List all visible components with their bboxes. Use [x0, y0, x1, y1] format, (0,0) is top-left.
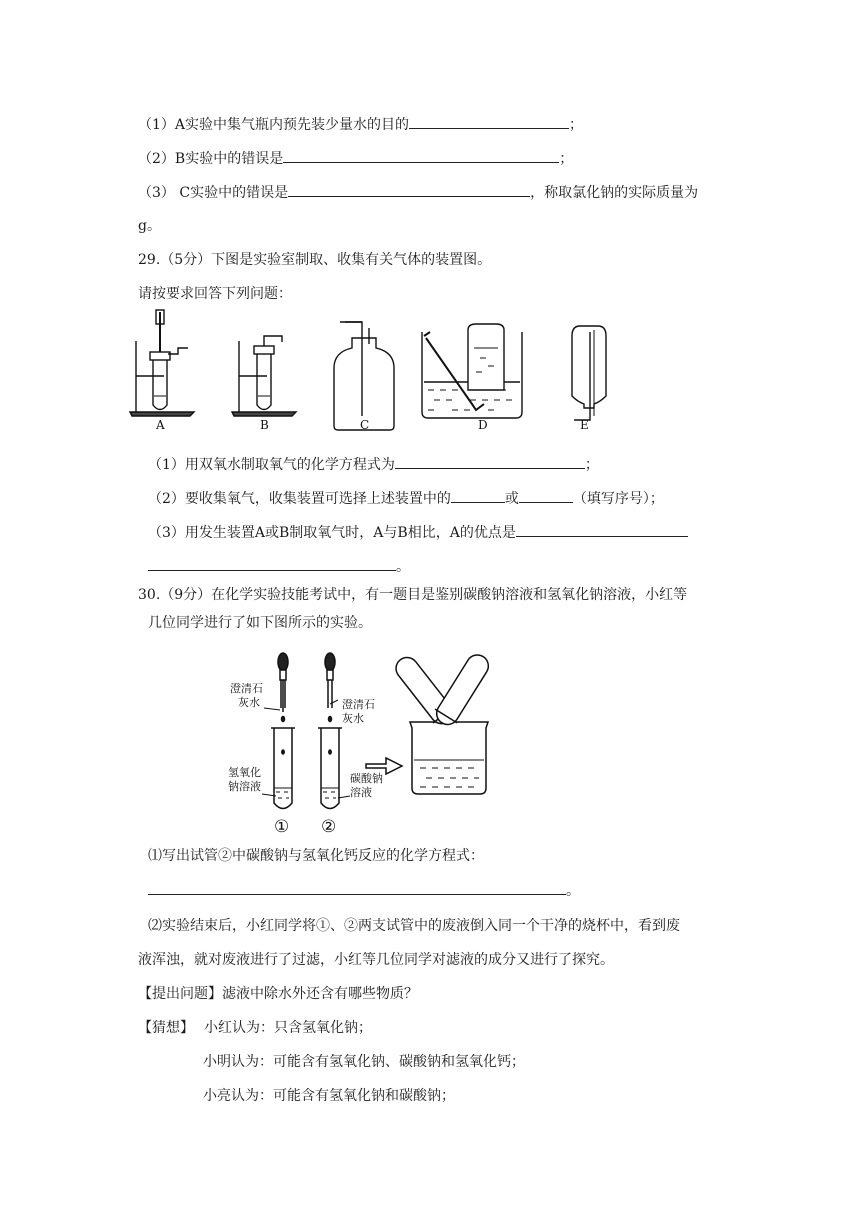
answer-blank[interactable]	[288, 182, 530, 197]
q29-title: 29.（5分）下图是实验室制取、收集有关气体的装置图。	[138, 252, 492, 268]
q30-part-2-cont: 液浑浊，就对废液进行了过滤，小红等几位同学对滤液的成分又进行了探究。	[138, 952, 614, 968]
q30-part-1-answer: 。	[148, 880, 580, 901]
solution-label-1: 钠溶液	[228, 780, 261, 793]
answer-blank[interactable]	[409, 114, 569, 129]
label-e: E	[580, 418, 589, 432]
q29-instruction: 请按要求回答下列问题：	[138, 286, 292, 302]
answer-blank[interactable]	[283, 148, 559, 163]
answer-blank[interactable]	[451, 488, 505, 503]
dropper-2	[325, 653, 335, 722]
q28-line-3-cont: g。	[138, 218, 161, 234]
q29-sub-1: （1）用双氧水制取氧气的化学方程式为 ；	[148, 454, 599, 475]
experiment-figure	[226, 648, 502, 838]
q30-guess-3: 小亮认为：可能含有氢氧化钠和碳酸钠；	[203, 1088, 455, 1104]
reagent-label-1: 灰水	[238, 696, 260, 709]
label-b: B	[260, 418, 269, 432]
tube-number-2: ②	[321, 817, 337, 837]
q29-sub-2: （2）要收集氧气，收集装置可选择上述装置中的 或 （填写序号）；	[148, 488, 664, 509]
answer-blank[interactable]	[516, 522, 688, 537]
q28-line-2: （2）B实验中的错误是 ；	[138, 148, 573, 169]
test-tube-1	[271, 728, 295, 809]
reagent-label-2: 灰水	[342, 712, 364, 725]
beaker	[390, 650, 494, 794]
solution-label-2: 溶液	[350, 786, 372, 799]
q30-title: 30.（9分）在化学实验技能考试中，有一题目是鉴别碳酸钠溶液和氢氧化钠溶液，小红等	[138, 587, 688, 603]
q30-part-2: ⑵实验结束后，小红同学将①、②两支试管中的废液倒入同一个干净的烧杯中，看到废	[148, 918, 680, 934]
q30-title-cont: 几位同学进行了如下图所示的实验。	[148, 615, 372, 631]
answer-blank[interactable]	[148, 556, 396, 571]
apparatus-figure	[124, 308, 624, 436]
q30-question: 【提出问题】滤液中除水外还含有哪些物质？	[138, 986, 418, 1002]
answer-blank[interactable]	[395, 454, 585, 469]
answer-blank[interactable]	[519, 488, 573, 503]
test-tube-2	[318, 728, 342, 809]
q29-sub-3: （3）用发生装置A或B制取氧气时，A与B相比，A的优点是	[148, 522, 688, 543]
q28-line-3: （3） C实验中的错误是 ，称取氯化钠的实际质量为	[138, 182, 698, 203]
answer-blank[interactable]	[148, 880, 566, 895]
q30-part-1: ⑴写出试管②中碳酸钠与氢氧化钙反应的化学方程式：	[148, 848, 484, 864]
apparatus-a	[130, 310, 194, 416]
reagent-label-1: 澄清石	[230, 682, 263, 695]
label-c: C	[360, 418, 370, 432]
apparatus-e	[572, 326, 606, 420]
reagent-label-2: 澄清石	[342, 698, 375, 711]
solution-label-1: 氢氧化	[228, 766, 261, 779]
q28-line-1: （1）A实验中集气瓶内预先装少量水的目的 ；	[138, 114, 583, 135]
apparatus-b	[232, 336, 296, 416]
solution-label-2: 碳酸钠	[350, 772, 383, 785]
label-d: D	[478, 418, 488, 432]
dropper-1	[278, 653, 288, 722]
label-a: A	[156, 418, 165, 432]
tube-number-1: ①	[274, 817, 290, 837]
apparatus-d	[422, 324, 522, 418]
q29-sub-3-cont: 。	[148, 556, 410, 577]
q30-guess-2: 小明认为：可能含有氢氧化钠、碳酸钠和氢氧化钙；	[203, 1054, 525, 1070]
q30-guess-1: 【猜想】 小红认为：只含氢氧化钠；	[138, 1020, 372, 1036]
apparatus-c	[334, 322, 394, 430]
